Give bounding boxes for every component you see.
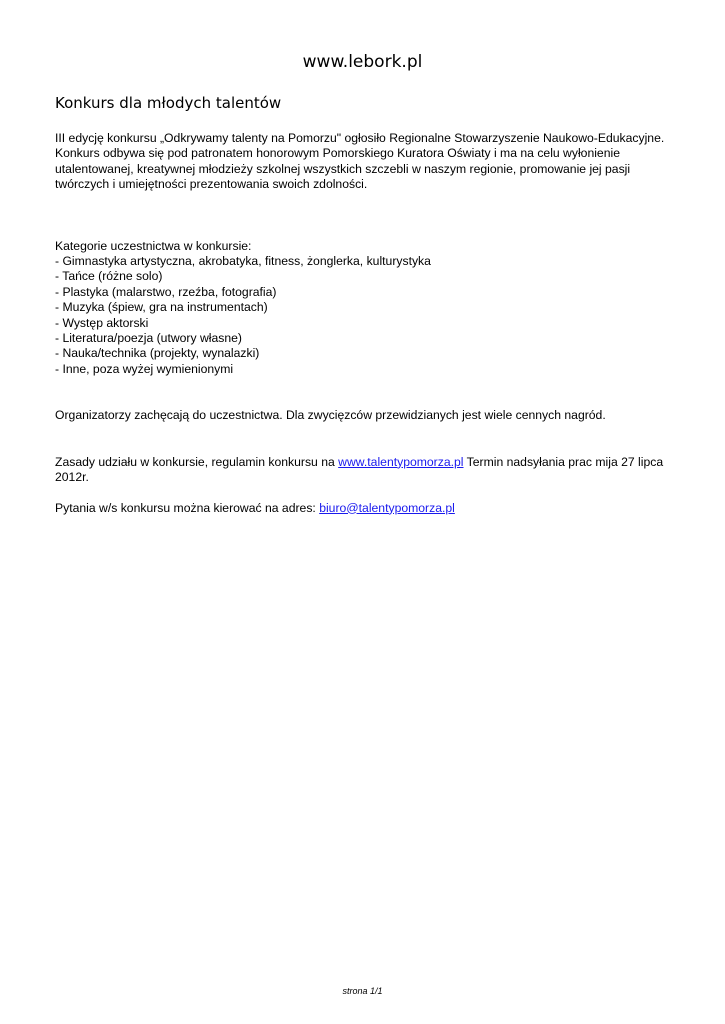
category-item: - Występ aktorski [55, 315, 149, 330]
category-item: - Nauka/technika (projekty, wynalazki) [55, 346, 260, 361]
category-item: - Gimnastyka artystyczna, akrobatyka, fitness, żonglerka, kulturystyka [55, 254, 431, 269]
category-item: - Plastyka (malarstwo, rzeźba, fotografia) [55, 284, 277, 299]
category-item: - Inne, poza wyżej wymienionymi [55, 361, 234, 376]
intro-paragraph: III edycję konkursu „Odkrywamy talenty na Pomorzu" ogłosiło Regionalne Stowarzyszenie Naukowo-Edukacyjne. Konkurs odbywa się pod patronatem honorowym Pomorskiego Kuratora Oświaty i ma na celu wyłonienie utalentowanej, kreatywnej młodzieży szkolnej wszystkich szczebli w naszym regionie, promowanie jej pasji twórczych i umiejętności prezentowania swoich zdolności. [55, 131, 665, 192]
rules-paragraph [55, 455, 675, 486]
category-item: - Muzyka (śpiew, gra na instrumentach) [55, 300, 268, 315]
site-header: www.lebork.pl [302, 52, 423, 72]
contact-email-link[interactable]: biuro@talentypomorza.pl [319, 500, 455, 515]
contact-paragraph [55, 501, 675, 516]
page-number-footer: strona 1/1 [342, 986, 383, 996]
encouragement-paragraph: Organizatorzy zachęcają do uczestnictwa. Dla zwycięzców przewidzianych jest wiele cennych nagród. [55, 408, 606, 423]
page-title: Konkurs dla młodych talentów [55, 94, 282, 112]
rules-prefix: Zasady udziału w konkursie, regulamin konkursu na [55, 454, 339, 469]
category-item: - Literatura/poezja (utwory własne) [55, 331, 242, 346]
contact-prefix: Pytania w/s konkursu można kierować na adres: [55, 500, 320, 515]
rules-suffix: Termin nadsyłania prac mija 27 lipca 2012r. [55, 454, 664, 485]
categories-heading: Kategorie uczestnictwa w konkursie: [55, 238, 252, 253]
article-body [55, 131, 675, 516]
categories-block [55, 239, 675, 378]
contest-website-link[interactable]: www.talentypomorza.pl [338, 454, 464, 469]
category-item: - Tańce (różne solo) [55, 269, 163, 284]
